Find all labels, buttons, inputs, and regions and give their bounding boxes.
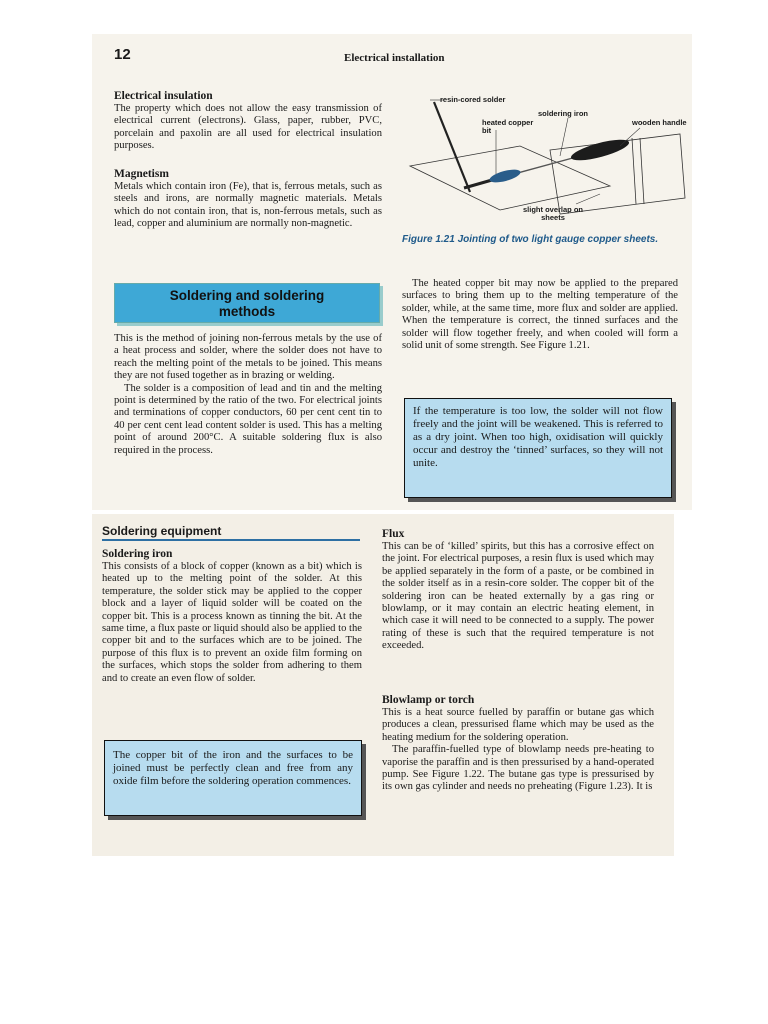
banner-line-2: methods	[218, 304, 276, 319]
blowlamp-p2: The paraffin-fuelled type of blowlamp needs pre-heating to vaporise the paraffin and is then pressurised by a hand-operated pump. See Figure 1.22. The butane gas type is pressurised by its own gas cylinder and needs no preheating (Figure 1.23). It is	[382, 744, 654, 793]
blowlamp-heading: Blowlamp or torch	[382, 694, 475, 706]
label-slight-overlap: slight overlap on sheets	[522, 205, 583, 222]
label-resin-cored-solder: resin-cored solder	[440, 95, 506, 104]
electrical-insulation-heading: Electrical insulation	[114, 90, 213, 102]
magnetism-body: Metals which contain iron (Fe), that is, ferrous metals, such as steels and irons, are normally magnetic materials. Metals which do not contain iron, that is, non-ferrous metals, such as lead, copper and aluminium are normally non-magnetic.	[114, 181, 382, 230]
temperature-note-box	[404, 398, 672, 498]
iron-collar	[488, 167, 521, 185]
blowlamp-section	[382, 694, 654, 794]
sheet-overlap-line	[640, 138, 644, 204]
blowlamp-p1: This is a heat source fuelled by paraffin or butane gas which produces a clean, pressurised flame which may be used as the heating medium for the soldering operation.	[382, 707, 654, 743]
flux-heading: Flux	[382, 528, 405, 540]
running-head: Electrical installation	[344, 52, 445, 64]
banner-line-1: Soldering and soldering	[169, 288, 325, 303]
magnetism-section	[114, 168, 382, 231]
label-heated-copper-bit: heated copper bit	[482, 118, 534, 135]
electrical-insulation-section	[114, 90, 382, 153]
heated-bit-paragraph: The heated copper bit may now be applied to the prepared surfaces to bring them up to the melting temperature of the solder, while, at the same time, more flux and solder are applied. When the temperature is correct, the tinned surfaces and the solder will flow together freely, and when cooled will form a solid unit of some strength. See Figure 1.21.	[402, 278, 678, 352]
temperature-note-text: If the temperature is too low, the solder will not flow freely and the joint will be weakened. This is referred to as a dry joint. When too high, oxidisation will quickly occur and destroy the ‘tinned’ surfaces, so they will not unite.	[413, 405, 663, 469]
sheet-overlap-line	[632, 138, 636, 204]
page-number: 12	[114, 46, 131, 63]
section-banner	[114, 283, 380, 323]
soldering-equipment-heading: Soldering equipment	[102, 524, 360, 541]
copper-bit	[464, 180, 492, 188]
soldering-iron-heading: Soldering iron	[102, 548, 173, 560]
electrical-insulation-body: The property which does not allow the easy transmission of electrical current (electrons). Glass, paper, rubber, PVC, porcelain and paxolin are all used for electrical insulation purposes.	[114, 103, 382, 152]
wooden-handle-shape	[569, 135, 631, 164]
flux-body: This can be of ‘killed’ spirits, but this has a corrosive effect on the joint. For electrical purposes, a resin flux is used which may be applied separately in the form of a paste, or be combined in the solder itself as in a resin-core solder. The copper bit of the soldering iron can be heated externally by a gas ring or blowlamp, or it may contain an electric heating element, in which case it will need to be connected to a supply. The power rating of these is such that the required temperature is not exceeded.	[382, 541, 654, 652]
clean-bit-note-box	[104, 740, 362, 816]
flux-section	[382, 528, 654, 653]
label-wooden-handle: wooden handle	[632, 118, 687, 127]
soldering-iron-section	[102, 548, 362, 685]
solder-stick	[434, 102, 470, 192]
label-soldering-iron: soldering iron	[538, 109, 589, 118]
heated-bit-section	[402, 278, 678, 352]
clean-bit-note-text: The copper bit of the iron and the surfaces to be joined must be perfectly clean and free from any oxide film before the soldering operation commences.	[113, 749, 353, 787]
soldering-intro	[114, 333, 382, 457]
magnetism-heading: Magnetism	[114, 168, 169, 180]
soldering-intro-p1: This is the method of joining non-ferrous metals by the use of a heat process and solder, where the solder does not have to reach the melting point of the metals to be joined. This means they are not fused together as in brazing or welding.	[114, 333, 382, 382]
figure-caption: Figure 1.21 Jointing of two light gauge copper sheets.	[402, 234, 659, 245]
soldering-intro-p2: The solder is a composition of lead and tin and the melting point is determined by the ratio of the two. For electrical joints and terminations of copper conductors, 60 per cent cent tin to 40 per cent cent lead content solder is used. This has a melting point of around 200°C. A suitable soldering flux is also required in the process.	[114, 382, 382, 456]
soldering-iron-body: This consists of a block of copper (known as a bit) which is heated up to the melting point of the solder. At this temperature, the solder stick may be applied to the copper block and a layer of liquid solder will be coated on the copper bit. This is a process known as tinning the bit. At the same time, a flux paste or liquid should also be applied to the copper bit and to the surfaces which are to be joined. The purpose of this flux is to prevent an oxide film forming on the surfaces, which stops the solder from adhering to them and to create an even flow of solder.	[102, 561, 362, 684]
